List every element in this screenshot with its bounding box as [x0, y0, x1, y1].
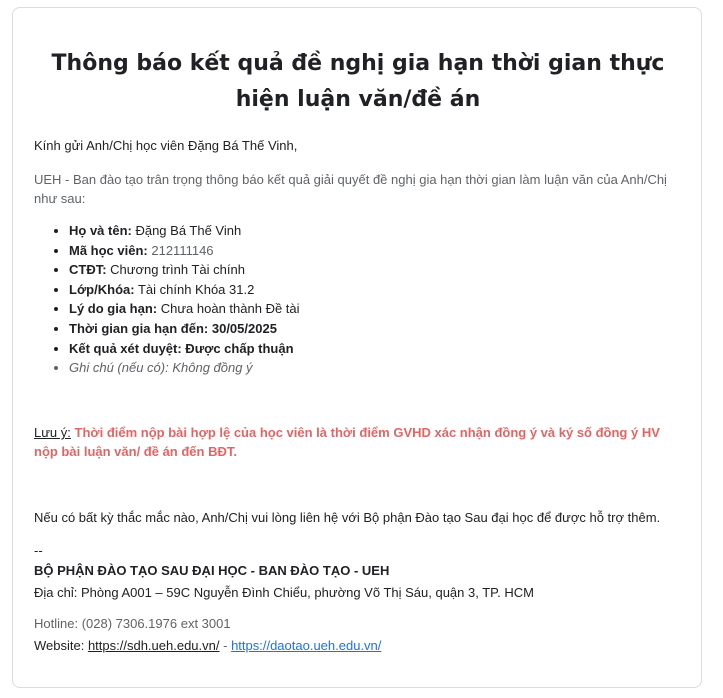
- detail-label: Họ và tên:: [69, 223, 132, 238]
- signature-hotline: Hotline: (028) 7306.1976 ext 3001: [34, 616, 231, 631]
- list-item: [69, 319, 300, 339]
- signature-address: Địa chỉ: Phòng A001 – 59C Nguyễn Đình Chiểu, phường Võ Thị Sáu, quận 3, TP. HCM: [34, 585, 534, 600]
- detail-value: Chương trình Tài chính: [106, 262, 245, 278]
- detail-label: Kết quả xét duyệt:: [69, 340, 182, 356]
- website-link-sdh[interactable]: https://sdh.ueh.edu.vn/: [87, 638, 220, 653]
- warning-text: Thời điểm nộp bài hợp lệ của học viên là thời điểm GVHD xác nhận đồng ý và ký số đồng ý HV nộp bài luận văn/ đề án đến BĐT.: [34, 425, 660, 459]
- note-item: • Ghi chú (nếu có): Không đồng ý: [69, 358, 300, 378]
- detail-value: 212111146: [147, 242, 214, 258]
- detail-value: Được chấp thuận: [181, 340, 294, 356]
- warning-paragraph: [34, 423, 674, 461]
- list-item: [69, 280, 300, 300]
- detail-value: Chưa hoàn thành Đề tài: [157, 301, 300, 317]
- list-item: [69, 241, 300, 261]
- list-item: [69, 339, 300, 359]
- detail-label: Thời gian gia hạn đến:: [69, 320, 209, 336]
- detail-label: Mã học viên:: [69, 242, 148, 258]
- details-list: [34, 221, 300, 378]
- list-item: [69, 299, 300, 319]
- detail-label: Lý do gia hạn:: [69, 301, 158, 317]
- detail-value: Tài chính Khóa 31.2: [134, 281, 255, 297]
- detail-label: Lớp/Khóa:: [69, 281, 135, 297]
- email-title: Thông báo kết quả đề nghị gia hạn thời gian thực hiện luận văn/đề án: [51, 51, 665, 112]
- website-label: Website:: [34, 638, 88, 653]
- detail-value: Đặng Bá Thế Vinh: [131, 223, 242, 238]
- list-item: [69, 221, 300, 241]
- signature-website: [34, 636, 381, 655]
- greeting: Kính gửi Anh/Chị học viên Đặng Bá Thế Vinh,: [34, 138, 298, 153]
- detail-label: CTĐT:: [69, 262, 107, 278]
- detail-value: 30/05/2025: [208, 320, 277, 336]
- list-item: [69, 260, 300, 280]
- signature-org: BỘ PHẬN ĐÀO TẠO SAU ĐẠI HỌC - BAN ĐÀO TẠO - UEH: [34, 563, 390, 578]
- warning-label: Lưu ý:: [34, 425, 71, 440]
- website-link-daotao[interactable]: https://daotao.ueh.edu.vn/: [231, 638, 382, 653]
- link-separator: -: [219, 638, 232, 653]
- intro-paragraph: UEH - Ban đào tạo trân trọng thông báo kết quả giải quyết đề nghị gia hạn thời gian làm luận văn của Anh/Chị như sau:: [34, 172, 667, 206]
- signature-separator: --: [34, 543, 43, 558]
- email-card: [12, 7, 702, 688]
- contact-paragraph: Nếu có bất kỳ thắc mắc nào, Anh/Chị vui lòng liên hệ với Bộ phận Đào tạo Sau đại học để được hỗ trợ thêm.: [34, 510, 661, 525]
